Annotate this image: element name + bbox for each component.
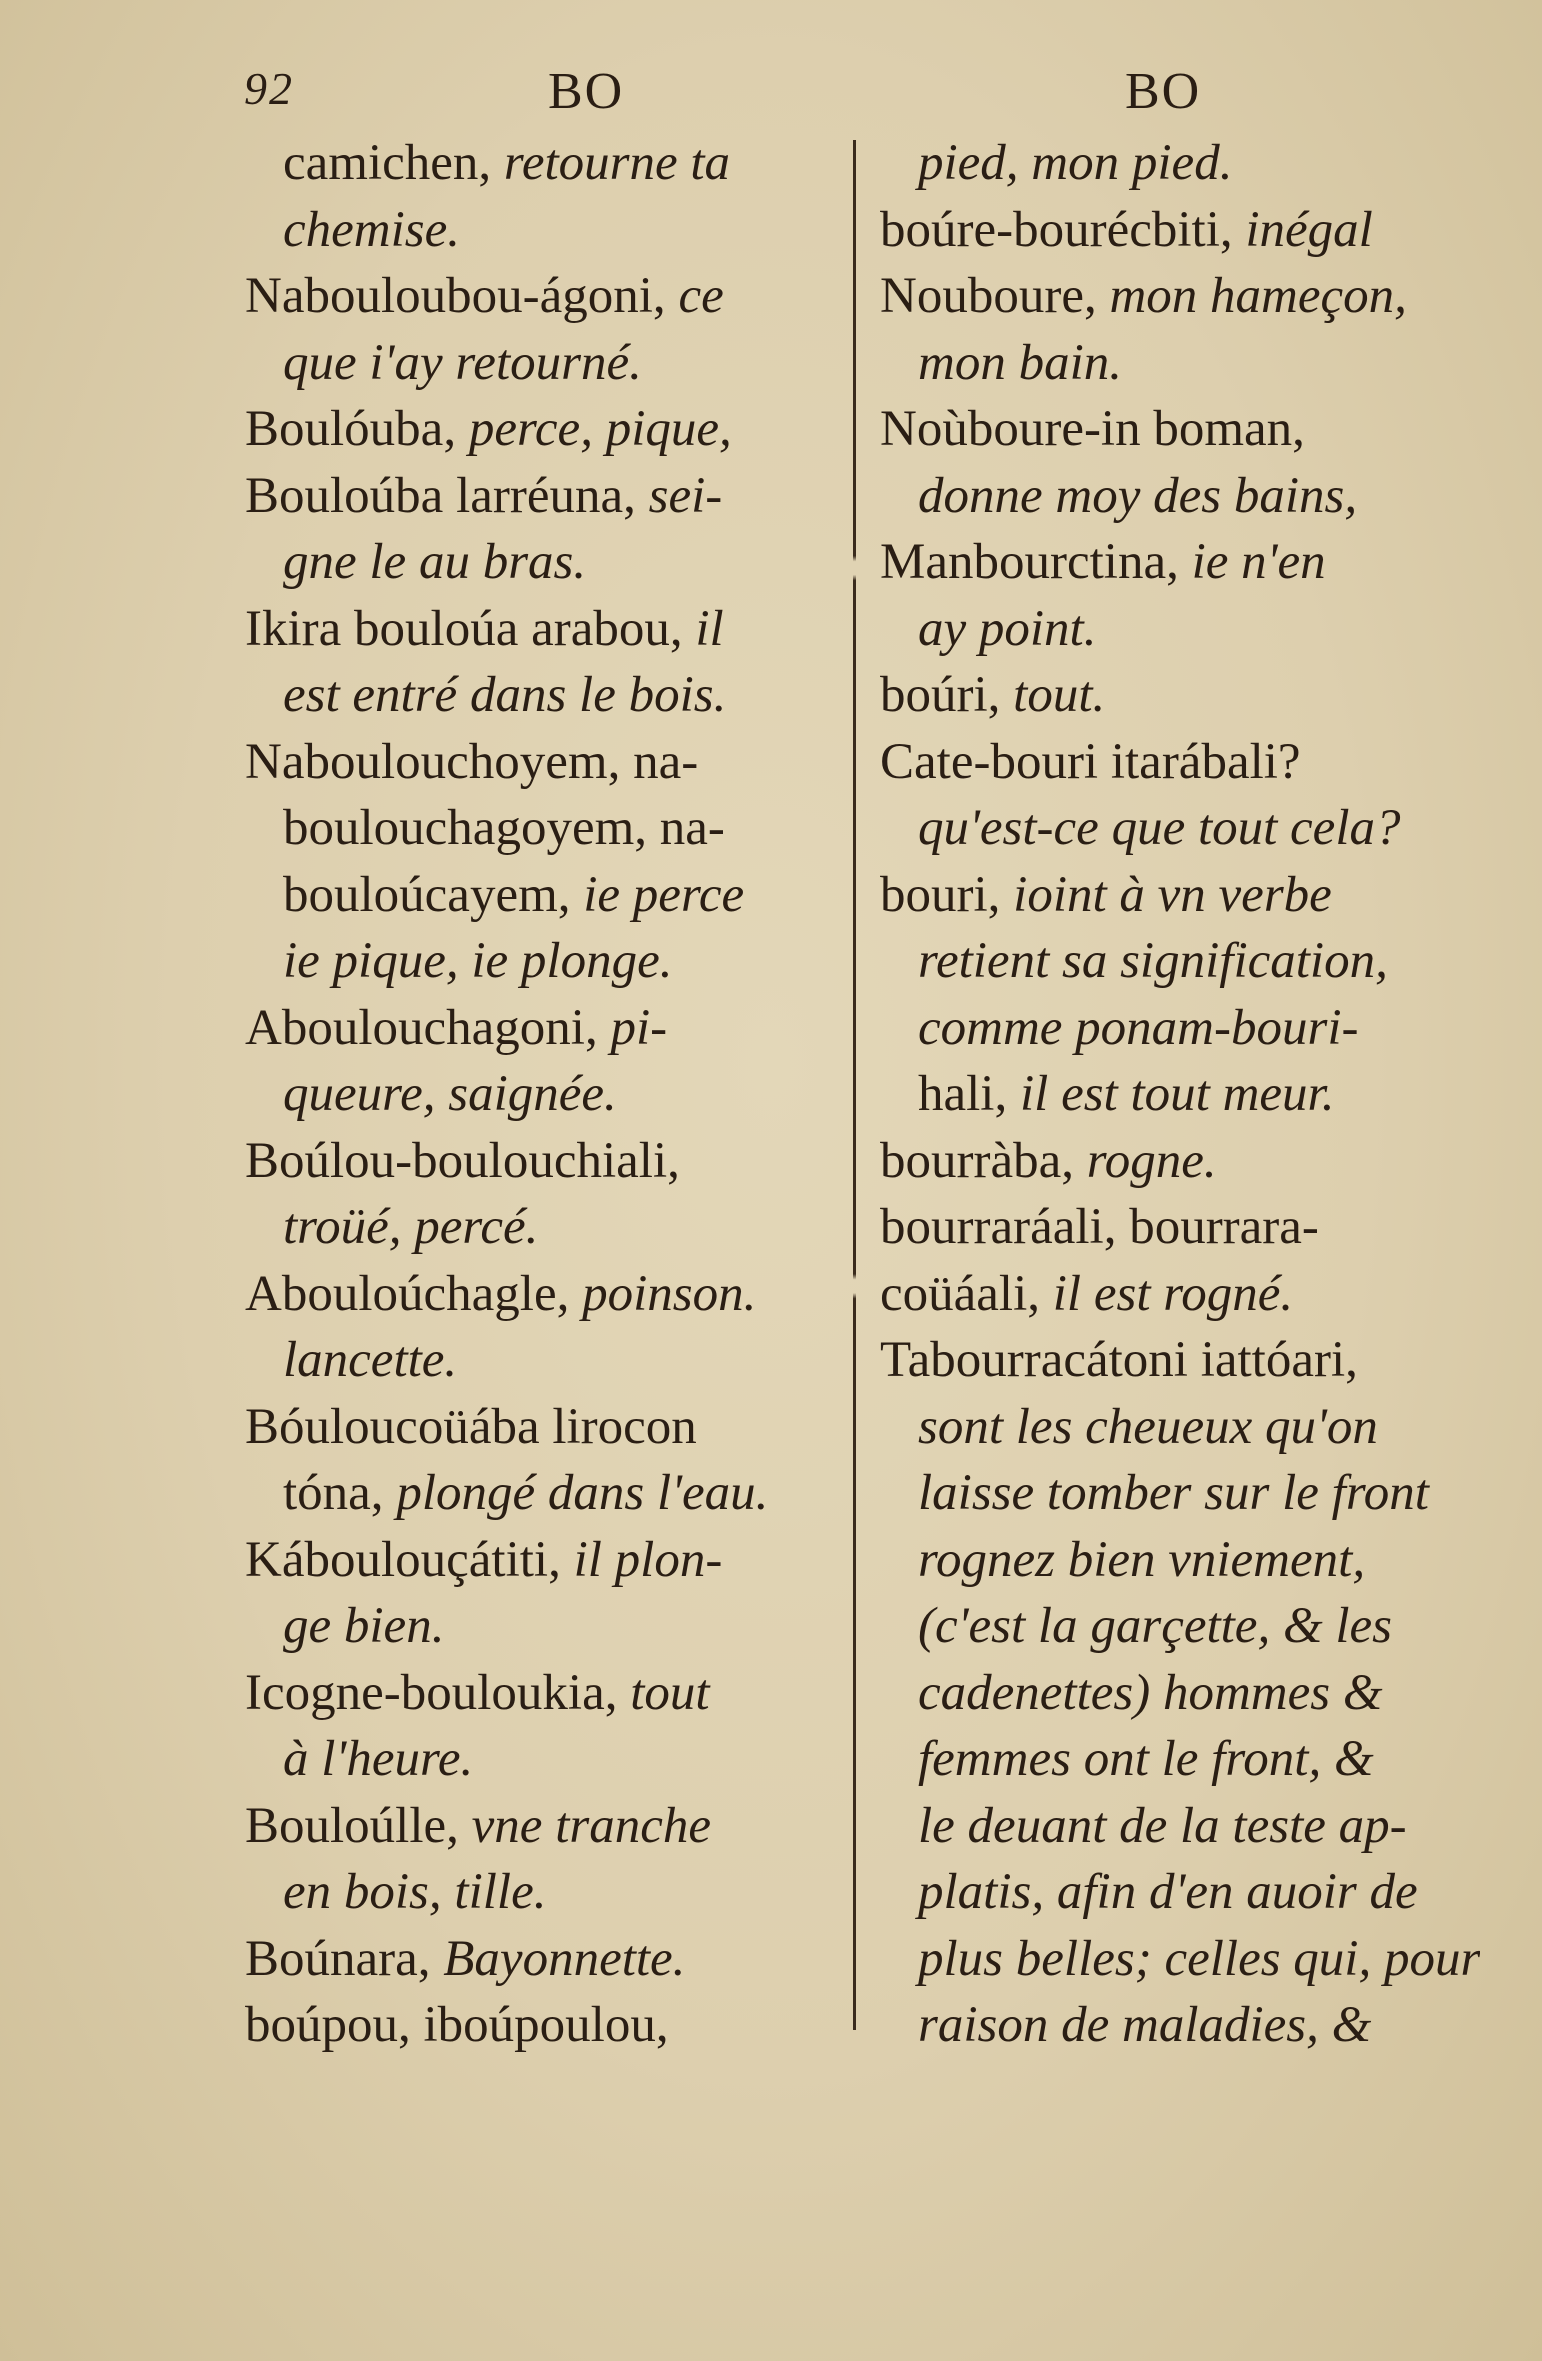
dictionary-line <box>880 1460 1480 1527</box>
entry-text: camichen, <box>283 135 504 191</box>
entry-gloss: ie pique, ie plonge. <box>283 933 673 989</box>
dictionary-line <box>880 263 1480 330</box>
entry-gloss: qu'est-ce que tout cela? <box>918 800 1401 856</box>
entry-gloss: il plon- <box>573 1531 723 1588</box>
dictionary-line <box>880 1261 1480 1328</box>
entry-text: Naboulouchoyem, na- <box>245 733 699 790</box>
entry-text: hali, <box>918 1066 1020 1122</box>
entry-text: bourraráali, bourrara- <box>880 1199 1319 1255</box>
entry-gloss: pied, mon pied. <box>918 135 1233 191</box>
entry-gloss: ie n'en <box>1191 534 1326 590</box>
dictionary-line <box>880 197 1480 264</box>
entry-gloss: le deuant de la teste ap- <box>918 1797 1407 1854</box>
entry-gloss: sont les cheueux qu'on <box>918 1398 1378 1455</box>
dictionary-line <box>245 928 835 995</box>
entry-gloss: ay point. <box>918 600 1097 657</box>
entry-text: Icogne-bouloukia, <box>245 1664 631 1721</box>
entry-text: tóna, <box>283 1465 397 1521</box>
entry-gloss: Bayonnette. <box>443 1930 686 1987</box>
dictionary-line <box>880 1527 1480 1594</box>
entry-gloss: à l'heure. <box>283 1731 474 1787</box>
entry-text: boúri, <box>880 667 1014 723</box>
entry-gloss: ioint à vn verbe <box>1013 866 1332 923</box>
dictionary-line <box>880 1926 1480 1993</box>
entry-gloss: ge bien. <box>283 1598 445 1654</box>
entry-gloss: troüé, percé. <box>283 1199 539 1255</box>
entry-gloss: queure, saignée. <box>283 1066 617 1122</box>
dictionary-line <box>880 795 1480 862</box>
entry-text: Káboulouçátiti, <box>245 1531 574 1588</box>
dictionary-line <box>245 1128 835 1195</box>
entry-gloss: en bois, tille. <box>283 1864 547 1920</box>
entry-text: Tabourracátoni iattóari, <box>880 1332 1358 1388</box>
entry-gloss: platis, afin d'en auoir de <box>918 1864 1418 1920</box>
entry-gloss: pi- <box>610 999 668 1056</box>
dictionary-line <box>245 995 835 1062</box>
entry-gloss: poinson. <box>582 1265 757 1322</box>
entry-gloss: ie perce <box>583 866 745 923</box>
entry-text: bouloúcayem, <box>283 866 584 923</box>
entry-gloss: laisse tomber sur le front <box>918 1465 1429 1521</box>
entry-text: Manbourctina, <box>880 534 1192 590</box>
entry-text: bourràba, <box>880 1132 1087 1189</box>
dictionary-line <box>880 1726 1480 1793</box>
entry-gloss: vne tranche <box>471 1797 711 1854</box>
dictionary-line <box>880 1593 1480 1660</box>
dictionary-line <box>880 1128 1480 1195</box>
dictionary-line <box>880 130 1480 197</box>
dictionary-line <box>880 1660 1480 1727</box>
dictionary-line <box>245 1660 835 1727</box>
entry-gloss: retient sa signification, <box>918 933 1388 989</box>
dictionary-line <box>245 1992 835 2059</box>
entry-text: coüáali, <box>880 1265 1053 1322</box>
entry-gloss: donne moy des bains, <box>918 467 1358 524</box>
entry-gloss: mon hameçon, <box>1109 268 1407 324</box>
entry-text: Cate-bouri itarábali? <box>880 733 1301 790</box>
dictionary-line <box>880 862 1480 929</box>
dictionary-line <box>245 1527 835 1594</box>
dictionary-line <box>880 1859 1480 1926</box>
dictionary-line <box>245 795 835 862</box>
entry-text: Abouloúchagle, <box>245 1265 583 1322</box>
entry-gloss: chemise. <box>283 201 461 258</box>
dictionary-line <box>245 263 835 330</box>
entry-gloss: il <box>695 600 724 657</box>
dictionary-line <box>880 1194 1480 1261</box>
entry-gloss: tout. <box>1013 667 1106 723</box>
entry-gloss: lancette. <box>283 1332 458 1388</box>
entry-text: Boúnara, <box>245 1930 444 1987</box>
entry-gloss: inégal <box>1245 201 1373 258</box>
entry-text: boulouchagoyem, na- <box>283 800 725 856</box>
dictionary-line <box>880 662 1480 729</box>
entry-text: Bouloúlle, <box>245 1797 472 1854</box>
entry-gloss: rognez bien vniement, <box>918 1531 1366 1588</box>
entry-gloss: tout <box>630 1664 710 1721</box>
entry-gloss: gne le au bras. <box>283 534 587 590</box>
dictionary-line <box>880 330 1480 397</box>
entry-gloss: comme ponam-bouri- <box>918 999 1359 1056</box>
entry-text: Noùboure-in boman, <box>880 401 1305 457</box>
entry-gloss: plongé dans l'eau. <box>396 1465 769 1521</box>
dictionary-line <box>245 596 835 663</box>
entry-gloss: rogne. <box>1086 1132 1217 1189</box>
dictionary-line <box>245 1460 835 1527</box>
entry-gloss: plus belles; celles qui, pour <box>918 1930 1480 1987</box>
right-running-head: BO <box>1125 63 1202 120</box>
dictionary-line <box>245 1859 835 1926</box>
entry-gloss: il est rogné. <box>1052 1265 1294 1322</box>
entry-gloss: ce <box>678 268 724 324</box>
dictionary-line <box>245 1261 835 1328</box>
entry-text: Aboulouchagoni, <box>245 999 611 1056</box>
dictionary-line <box>245 1061 835 1128</box>
entry-gloss: mon bain. <box>918 334 1122 391</box>
entry-gloss: que i'ay retourné. <box>283 334 642 391</box>
left-running-head: BO <box>548 63 625 120</box>
entry-text: boúpou, iboúpoulou, <box>245 1997 669 2053</box>
dictionary-line <box>245 1593 835 1660</box>
entry-text: Boúlou-boulouchiali, <box>245 1132 680 1189</box>
entry-gloss: femmes ont le front, & <box>918 1731 1374 1787</box>
entry-text: Bóuloucoüába lirocon <box>245 1398 697 1455</box>
dictionary-line <box>880 463 1480 530</box>
entry-gloss: il est tout meur. <box>1019 1066 1335 1122</box>
entry-text: Ikira bouloúa arabou, <box>245 600 696 657</box>
entry-text: Nabouloubou-ágoni, <box>245 268 679 324</box>
column-divider <box>853 140 856 2030</box>
entry-text: bouri, <box>880 866 1014 923</box>
dictionary-line <box>245 396 835 463</box>
entry-gloss: perce, pique, <box>468 401 732 457</box>
entry-gloss: (c'est la garçette, & les <box>918 1598 1393 1654</box>
entry-gloss: cadenettes) hommes & <box>918 1664 1383 1721</box>
dictionary-line <box>245 330 835 397</box>
page-number: 92 <box>244 63 294 114</box>
entry-text: Boulóuba, <box>245 401 469 457</box>
dictionary-line <box>245 463 835 530</box>
entry-text: boúre-bourécbiti, <box>880 201 1246 258</box>
dictionary-line <box>880 1061 1480 1128</box>
dictionary-line <box>245 1194 835 1261</box>
dictionary-line <box>245 1394 835 1461</box>
dictionary-line <box>245 197 835 264</box>
dictionary-line <box>245 1926 835 1993</box>
entry-gloss: retourne ta <box>503 135 731 191</box>
entry-text: Bouloúba larréuna, <box>245 467 649 524</box>
dictionary-line <box>245 1327 835 1394</box>
dictionary-line <box>245 729 835 796</box>
dictionary-line <box>880 396 1480 463</box>
dictionary-line <box>880 1394 1480 1461</box>
dictionary-line <box>880 1793 1480 1860</box>
dictionary-line <box>245 862 835 929</box>
dictionary-line <box>880 1992 1480 2059</box>
entry-gloss: sei- <box>648 467 723 524</box>
dictionary-line <box>245 662 835 729</box>
dictionary-line <box>245 130 835 197</box>
entry-text: Nouboure, <box>880 268 1110 324</box>
entry-gloss: est entré dans le bois. <box>283 667 727 723</box>
dictionary-line <box>880 596 1480 663</box>
dictionary-line <box>245 1793 835 1860</box>
dictionary-line <box>880 928 1480 995</box>
dictionary-line <box>245 1726 835 1793</box>
left-column <box>245 130 835 2059</box>
entry-gloss: raison de maladies, & <box>918 1997 1372 2053</box>
right-column <box>880 130 1480 2059</box>
dictionary-line <box>880 529 1480 596</box>
dictionary-line <box>245 529 835 596</box>
dictionary-line <box>880 729 1480 796</box>
dictionary-line <box>880 995 1480 1062</box>
dictionary-line <box>880 1327 1480 1394</box>
